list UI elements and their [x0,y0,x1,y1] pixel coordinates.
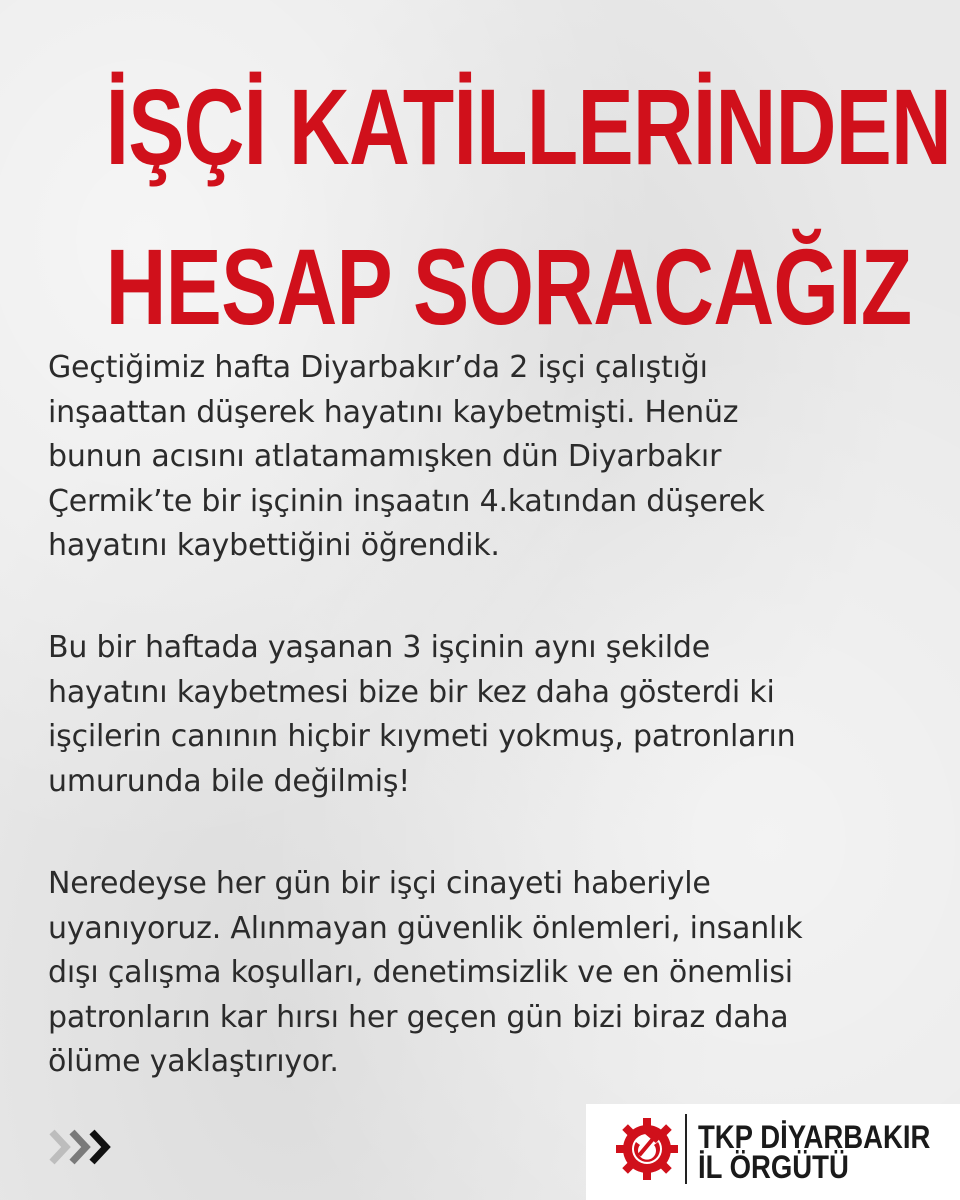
paragraph-line: umurunda bile değilmiş! [48,763,411,799]
organization-name: TKP DİYARBAKIR [698,1119,931,1155]
paragraph-line: işçilerin canının hiçbir kıymeti yokmuş, patronların [48,719,796,754]
paragraph-line: bunun acısını atlatamamışken dün Diyarbakır [48,439,722,474]
paragraph-line: dışı çalışma koşulları, denetimsizlik ve en önemlisi [48,955,793,990]
paragraph-line: hayatını kaybetmesi bize bir kez daha gösterdi ki [48,674,775,710]
paragraph-line: patronların kar hırsı her geçen gün bizi biraz daha [48,999,789,1035]
headline-line-2: HESAP SORACAĞIZ [105,226,912,347]
paragraph-line: ölüme yaklaştırıyor. [48,1044,339,1079]
paragraph-line: Çermik’te bir işçinin inşaatın 4.katından düşerek [48,483,765,519]
organization-unit: İL ÖRGÜTÜ [698,1149,849,1185]
triple-chevron-right-icon[interactable] [48,1126,118,1168]
paragraph-line: uyanıyoruz. Alınmayan güvenlik önlemleri, insanlık [48,910,803,946]
paragraph-line: Neredeyse her gün bir işçi cinayeti haberiyle [48,866,711,901]
gear-hammer-sickle-icon [612,1112,682,1184]
paragraph-3 [48,862,928,1085]
paragraph-2 [48,626,928,804]
paragraph-line: Geçtiğimiz hafta Diyarbakır’da 2 işçi çalıştığı [48,350,708,385]
paragraph-1 [48,346,928,569]
headline-line-1: İŞÇİ KATİLLERİNDEN [105,66,952,187]
paragraph-line: inşaattan düşerek hayatını kaybetmişti. Henüz [48,394,739,430]
logo-divider [685,1114,687,1184]
paragraph-line: hayatını kaybettiğini öğrendik. [48,528,500,563]
paragraph-line: Bu bir haftada yaşanan 3 işçinin aynı şekilde [48,630,710,665]
